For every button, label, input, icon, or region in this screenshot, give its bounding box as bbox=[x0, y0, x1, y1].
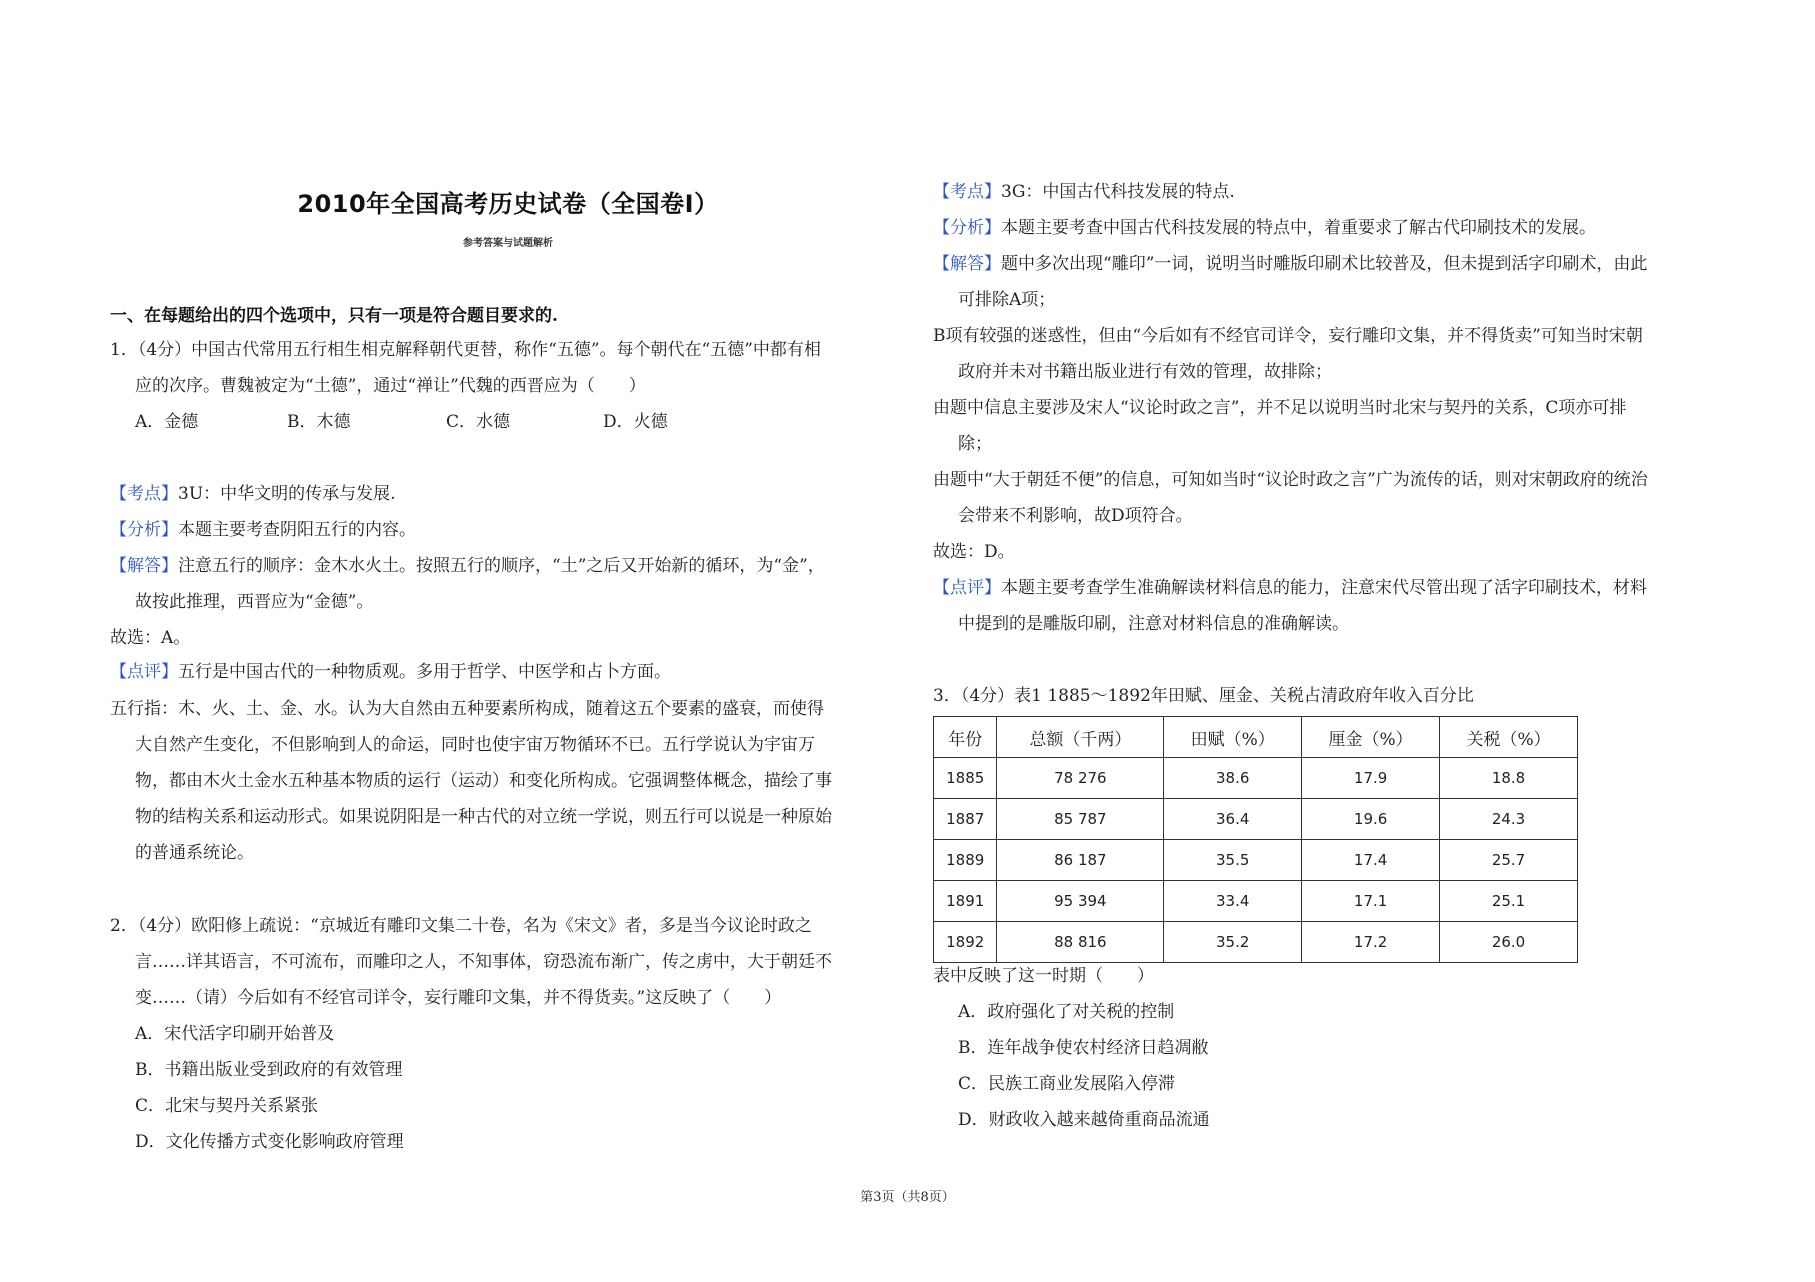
q2-option-c: C．北宋与契丹关系紧张 bbox=[135, 1096, 319, 1116]
table-cell: 36.4 bbox=[1164, 799, 1302, 840]
dianping-tag: 【点评】 bbox=[110, 662, 178, 682]
table-cell: 1885 bbox=[934, 758, 997, 799]
table-cell: 24.3 bbox=[1440, 799, 1578, 840]
q3-option-c: C．民族工商业发展陷入停滞 bbox=[958, 1074, 1176, 1094]
table-cell: 38.6 bbox=[1164, 758, 1302, 799]
q2-body-line4: 除； bbox=[958, 434, 992, 454]
q1-answer: 故选：A。 bbox=[110, 628, 191, 648]
section-heading: 一、在每题给出的四个选项中，只有一项是符合题目要求的. bbox=[110, 306, 558, 326]
q1-option-d: D．火德 bbox=[603, 412, 668, 432]
q1-option-b: B．木德 bbox=[287, 412, 351, 432]
q1-extra-line5: 的普通系统论。 bbox=[135, 843, 254, 863]
table-row bbox=[934, 881, 1578, 922]
table-cell: 85 787 bbox=[997, 799, 1164, 840]
q2-kaodian: 【考点】3G：中国古代科技发展的特点. bbox=[933, 182, 1235, 202]
q2-jieda: 【解答】题中多次出现“雕印”一词，说明当时雕版印刷术比较普及，但未提到活字印刷术，由此 bbox=[933, 254, 1648, 274]
q2-stem-line3: 变……（请）今后如有不经官司详令，妄行雕印文集，并不得货卖。”这反映了（ ） bbox=[135, 988, 782, 1008]
table-cell: 19.6 bbox=[1302, 799, 1440, 840]
q1-stem-line1: 1．（4分）中国古代常用五行相生相克解释朝代更替，称作“五德”。每个朝代在“五德”中都有相 bbox=[110, 340, 821, 360]
table-cell: 25.7 bbox=[1440, 840, 1578, 881]
table-cell: 17.2 bbox=[1302, 922, 1440, 963]
table-cell: 17.9 bbox=[1302, 758, 1440, 799]
table-header: 厘金（%） bbox=[1302, 717, 1440, 758]
table-cell: 1887 bbox=[934, 799, 997, 840]
q1-fenxi: 【分析】本题主要考查阴阳五行的内容。 bbox=[110, 520, 416, 540]
table-cell: 88 816 bbox=[997, 922, 1164, 963]
document-subtitle: 参考答案与试题解析 bbox=[463, 238, 553, 249]
q2-option-b: B．书籍出版业受到政府的有效管理 bbox=[135, 1060, 403, 1080]
q1-kaodian: 【考点】3U：中华文明的传承与发展. bbox=[110, 484, 396, 504]
q1-extra-line4: 物的结构关系和运动形式。如果说阴阳是一种古代的对立统一学说，则五行可以说是一种原始 bbox=[135, 807, 832, 827]
q3-table bbox=[933, 716, 1578, 963]
table-row bbox=[934, 758, 1578, 799]
q2-body-line2: 政府并未对书籍出版业进行有效的管理，故排除； bbox=[958, 362, 1332, 382]
jieda-tag: 【解答】 bbox=[933, 254, 1001, 274]
q2-body-line3: 由题中信息主要涉及宋人“议论时政之言”，并不足以说明当时北宋与契丹的关系，C项亦可排 bbox=[933, 398, 1627, 418]
table-header: 总额（千两） bbox=[997, 717, 1164, 758]
q2-jieda-line2: 可排除A项； bbox=[958, 290, 1056, 310]
q1-extra-line1: 五行指：木、火、土、金、水。认为大自然由五种要素所构成，随着这五个要素的盛衰，而使得 bbox=[110, 699, 824, 719]
table-cell: 25.1 bbox=[1440, 881, 1578, 922]
page-footer: 第3页（共8页） bbox=[860, 1190, 955, 1205]
q2-body-line1: B项有较强的迷惑性，但由“今后如有不经官司详令，妄行雕印文集，并不得货卖”可知当时宋朝 bbox=[933, 326, 1643, 346]
table-cell: 1892 bbox=[934, 922, 997, 963]
q2-dianping: 【点评】本题主要考查学生准确解读材料信息的能力，注意宋代尽管出现了活字印刷技术，材料 bbox=[933, 578, 1647, 598]
table-cell: 17.4 bbox=[1302, 840, 1440, 881]
table-cell: 95 394 bbox=[997, 881, 1164, 922]
q2-fenxi: 【分析】本题主要考查中国古代科技发展的特点中，着重要求了解古代印刷技术的发展。 bbox=[933, 218, 1596, 238]
table-row bbox=[934, 840, 1578, 881]
q3-stem: 3．（4分）表1 1885～1892年田赋、厘金、关税占清政府年收入百分比 bbox=[933, 686, 1474, 706]
q2-option-a: A．宋代活字印刷开始普及 bbox=[135, 1024, 335, 1044]
table-header: 年份 bbox=[934, 717, 997, 758]
q2-option-d: D．文化传播方式变化影响政府管理 bbox=[135, 1132, 404, 1152]
table-header-row bbox=[934, 717, 1578, 758]
table-row bbox=[934, 922, 1578, 963]
q2-dianping-line2: 中提到的是雕版印刷，注意对材料信息的准确解读。 bbox=[958, 614, 1349, 634]
table-cell: 18.8 bbox=[1440, 758, 1578, 799]
q3-option-b: B．连年战争使农村经济日趋凋敝 bbox=[958, 1038, 1209, 1058]
q1-jieda: 【解答】注意五行的顺序：金木水火土。按照五行的顺序，“土”之后又开始新的循环，为“金”， bbox=[110, 556, 825, 576]
table-cell: 78 276 bbox=[997, 758, 1164, 799]
q1-extra-line3: 物，都由木火土金水五种基本物质的运行（运动）和变化所构成。它强调整体概念，描绘了事 bbox=[135, 771, 832, 791]
q3-option-a: A．政府强化了对关税的控制 bbox=[958, 1002, 1175, 1022]
q1-stem-line2: 应的次序。曹魏被定为“土德”，通过“禅让”代魏的西晋应为（ ） bbox=[135, 376, 646, 396]
dianping-tag: 【点评】 bbox=[933, 578, 1001, 598]
kaodian-tag: 【考点】 bbox=[933, 182, 1001, 202]
table-cell: 35.2 bbox=[1164, 922, 1302, 963]
fenxi-tag: 【分析】 bbox=[933, 218, 1001, 238]
q3-after-table: 表中反映了这一时期（ ） bbox=[933, 966, 1154, 986]
q2-body-line5: 由题中“大于朝廷不便”的信息，可知如当时“议论时政之言”广为流传的话，则对宋朝政府的统治 bbox=[933, 470, 1648, 490]
q2-stem-line2: 言……详其语言，不可流布，而雕印之人，不知事体，窃恐流布渐广，传之虏中，大于朝廷不 bbox=[135, 952, 832, 972]
table-row bbox=[934, 799, 1578, 840]
table-header: 田赋（%） bbox=[1164, 717, 1302, 758]
q2-body-line6: 会带来不利影响，故D项符合。 bbox=[958, 506, 1193, 526]
q3-option-d: D．财政收入越来越倚重商品流通 bbox=[958, 1110, 1210, 1130]
q1-extra-line2: 大自然产生变化，不但影响到人的命运，同时也使宇宙万物循环不已。五行学说认为宇宙万 bbox=[135, 735, 815, 755]
table-cell: 35.5 bbox=[1164, 840, 1302, 881]
q1-dianping: 【点评】五行是中国古代的一种物质观。多用于哲学、中医学和占卜方面。 bbox=[110, 662, 671, 682]
jieda-tag: 【解答】 bbox=[110, 556, 178, 576]
fenxi-tag: 【分析】 bbox=[110, 520, 178, 540]
table-cell: 33.4 bbox=[1164, 881, 1302, 922]
q2-stem-line1: 2．（4分）欧阳修上疏说：“京城近有雕印文集二十卷，名为《宋文》者，多是当今议论时政之 bbox=[110, 916, 812, 936]
q2-answer: 故选：D。 bbox=[933, 542, 1015, 562]
kaodian-tag: 【考点】 bbox=[110, 484, 178, 504]
table-header: 关税（%） bbox=[1440, 717, 1578, 758]
table-cell: 1889 bbox=[934, 840, 997, 881]
q1-option-a: A．金德 bbox=[135, 412, 199, 432]
table-cell: 26.0 bbox=[1440, 922, 1578, 963]
table-cell: 1891 bbox=[934, 881, 997, 922]
q1-jieda-line2: 故按此推理，西晋应为“金德”。 bbox=[135, 592, 374, 612]
document-title: 2010年全国高考历史试卷（全国卷Ⅰ） bbox=[297, 190, 719, 218]
table-cell: 17.1 bbox=[1302, 881, 1440, 922]
table-cell: 86 187 bbox=[997, 840, 1164, 881]
q1-option-c: C．水德 bbox=[446, 412, 511, 432]
